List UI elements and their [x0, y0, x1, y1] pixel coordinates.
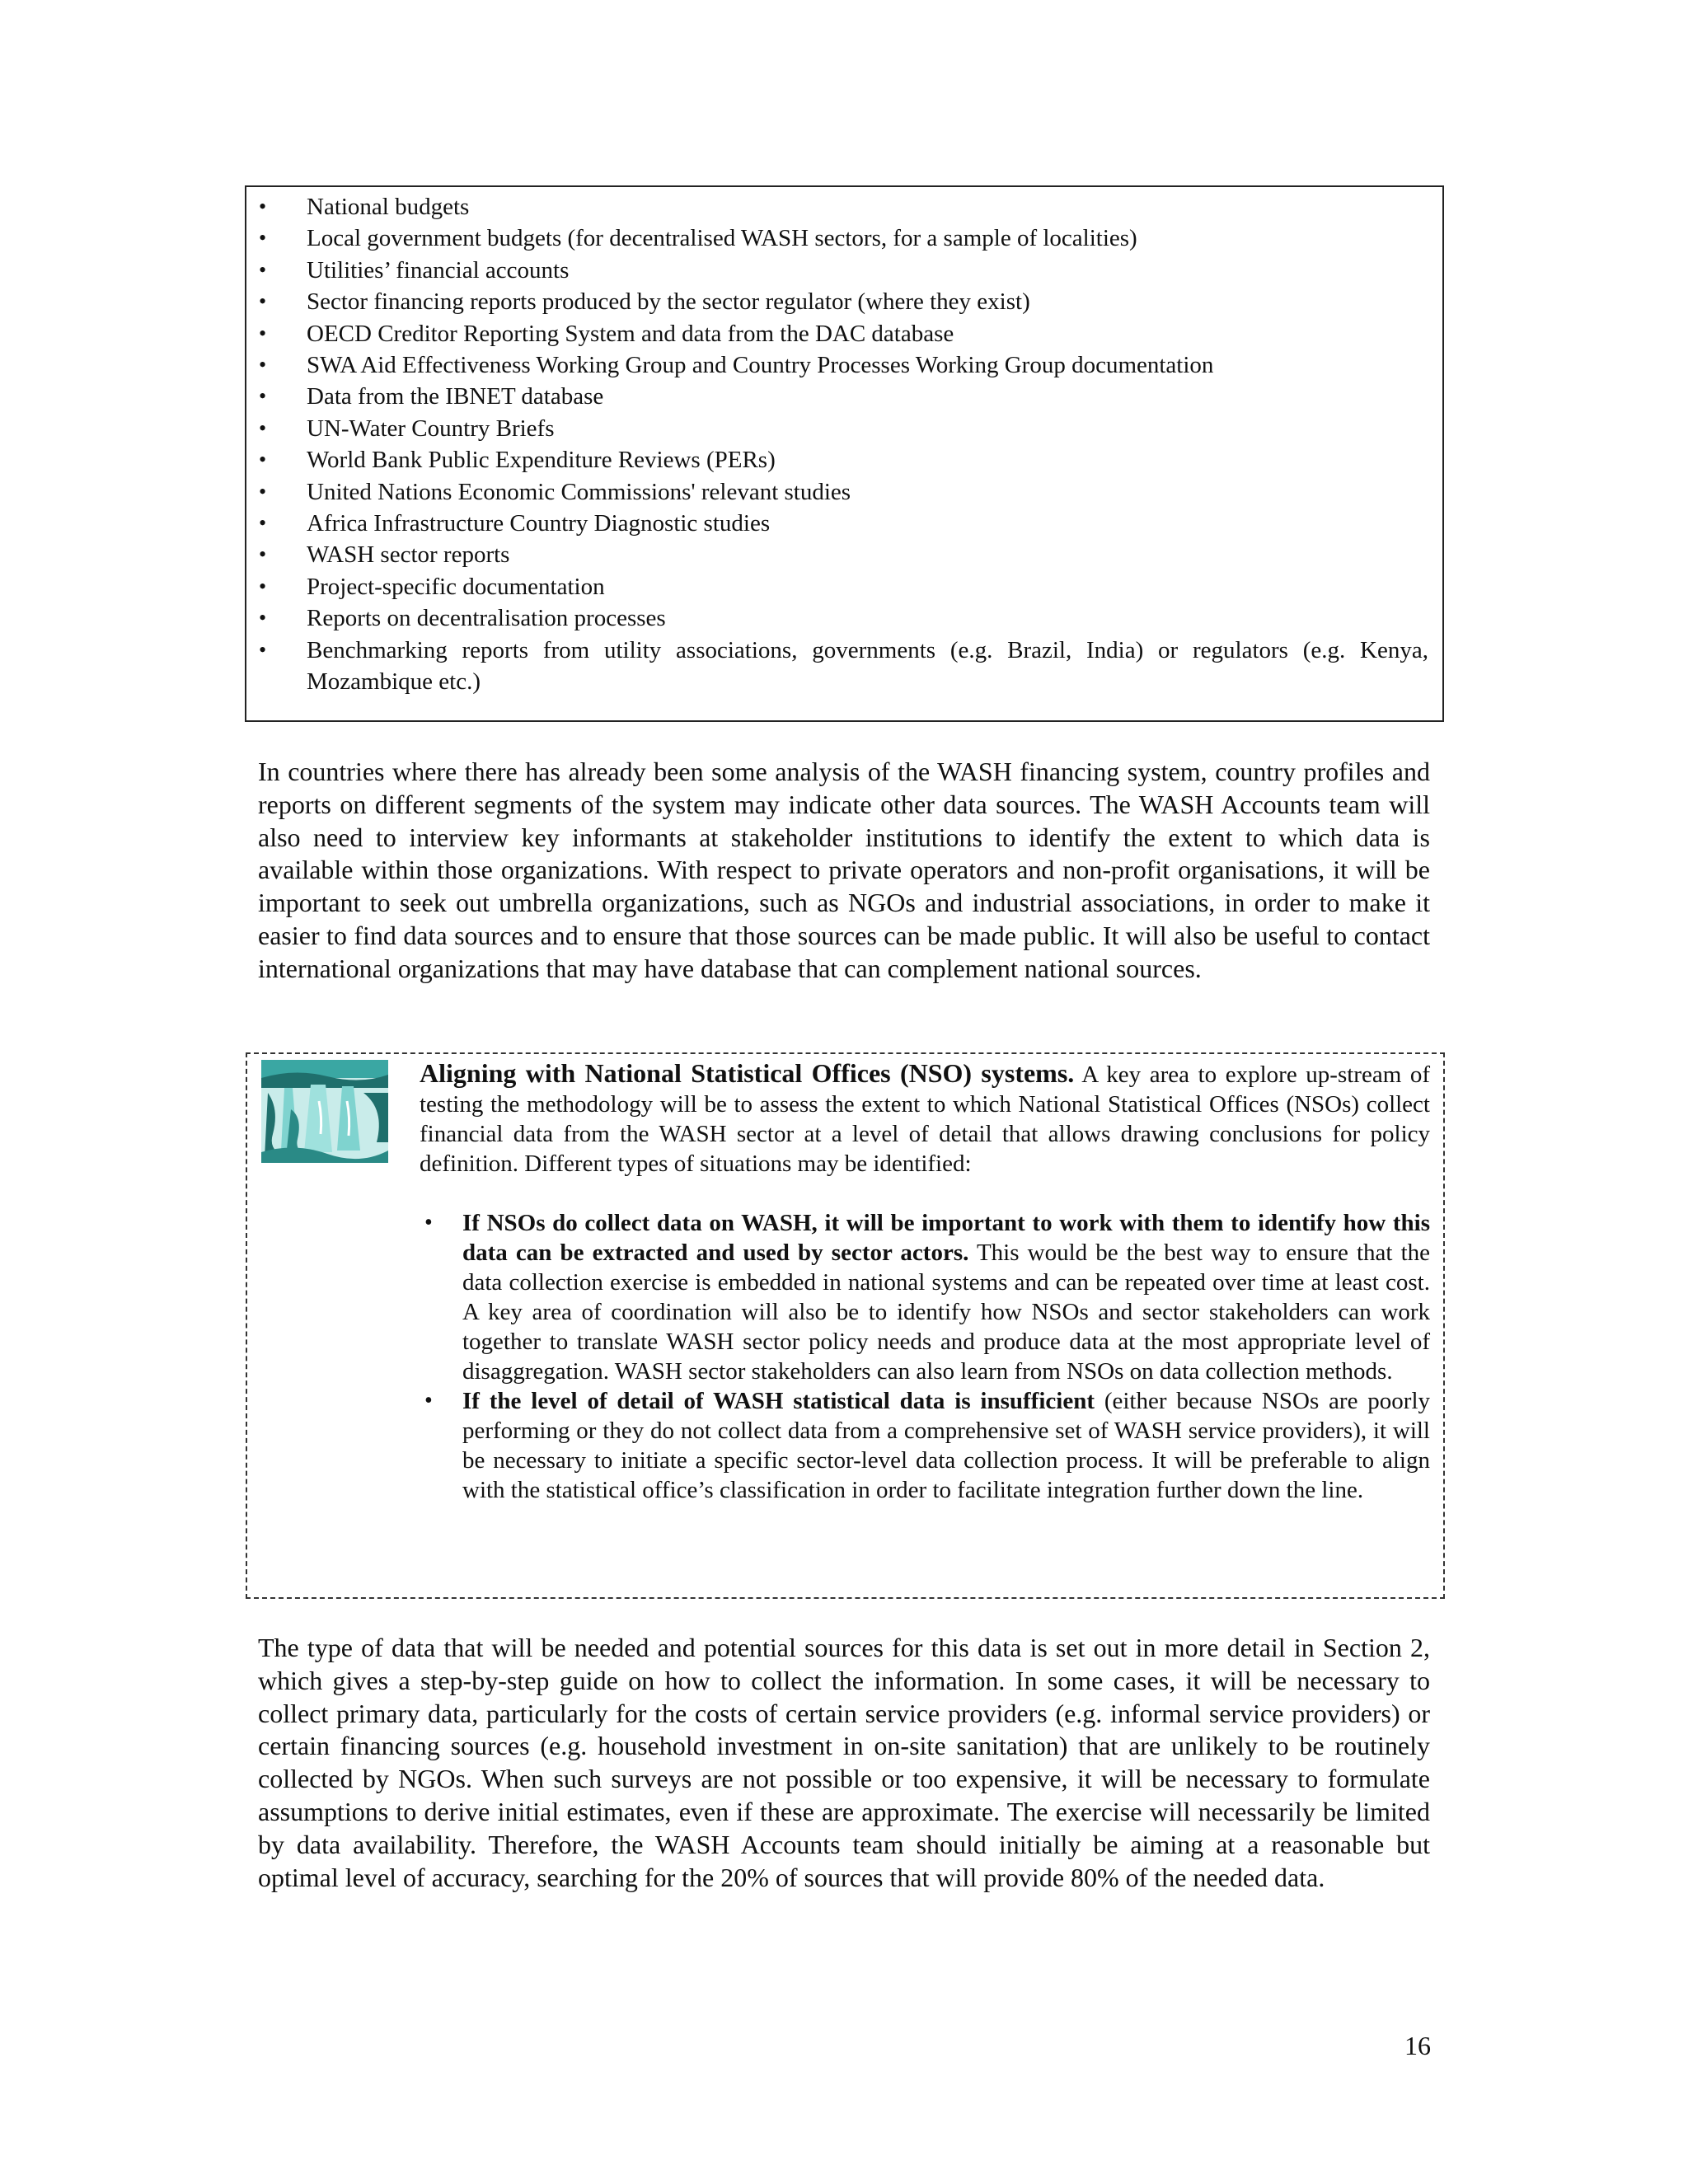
list-item: • Utilities’ financial accounts	[246, 255, 1442, 286]
callout-title: Aligning with National Statistical Offices (NSO) systems.	[420, 1058, 1075, 1088]
list-item: • Reports on decentralisation processes	[246, 602, 1442, 634]
bullet-lead: If NSOs do collect data on WASH, it will be important to work with them to identify how this data can be extracted and used by sector actors.	[462, 1210, 1430, 1266]
bullet-text: This would be the best way to ensure that the data collection exercise is embedded in national systems and can be repeated over time at least cost. A key area of coordination will also be to identify how NSOs and sector stakeholders can work together to translate WASH sector policy needs and produce data at the most appropriate level of disaggregation. WASH sector stakeholders can also learn from NSOs on data collection methods.	[462, 1240, 1430, 1385]
callout-bullet-list	[420, 1208, 1430, 1505]
list-item: • Africa Infrastructure Country Diagnostic studies	[246, 508, 1442, 539]
body-paragraph-data-sources: In countries where there has already been some analysis of the WASH financing system, country profiles and reports on different segments of the system may indicate other data sources. The WASH Accounts team will also need to interview key informants at stakeholder institutions to identify the extent to which data is available within those organizations. With respect to private operators and non-profit organisations, it will be important to seek out umbrella organizations, such as NGOs and industrial associations, in order to make it easier to find data sources and to ensure that those sources can be made public. It will also be useful to contact international organizations that may have database that can complement national sources.	[258, 757, 1430, 983]
callout-text	[420, 1058, 1430, 1505]
data-sources-box	[245, 185, 1444, 722]
list-item: • Local government budgets (for decentralised WASH sectors, for a sample of localities)	[246, 223, 1442, 254]
list-item: • Project-specific documentation	[246, 571, 1442, 602]
list-item: • World Bank Public Expenditure Reviews (PERs)	[246, 444, 1442, 476]
nso-callout-box	[246, 1052, 1445, 1599]
waterfall-clipart-icon	[261, 1060, 388, 1163]
list-item: • United Nations Economic Commissions' relevant studies	[246, 476, 1442, 508]
list-item: • WASH sector reports	[246, 539, 1442, 570]
list-item: • UN-Water Country Briefs	[246, 413, 1442, 444]
bullet-text: (either because NSOs are poorly performing or they do not collect data from a comprehensive set of WASH service providers), it will be necessary to initiate a specific sector-level data collection process. It will be preferable to align with the statistical office’s classification in order to facilitate integration further down the line.	[462, 1388, 1430, 1503]
list-item: • Sector financing reports produced by the sector regulator (where they exist)	[246, 286, 1442, 317]
bullet-lead: If the level of detail of WASH statistical data is insufficient	[462, 1388, 1095, 1414]
callout-intro-paragraph	[420, 1058, 1430, 1179]
body-paragraph-data-needs: The type of data that will be needed and potential sources for this data is set out in more detail in Section 2, which gives a step-by-step guide on how to collect the information. In some cases, it will be necessary to collect primary data, particularly for the costs of certain service providers (e.g. informal service providers) or certain financing sources (e.g. household investment in on-site sanitation) that are unlikely to be routinely collected by NGOs. When such surveys are not possible or too expensive, it will be necessary to formulate assumptions to derive initial estimates, even if these are approximate. The exercise will necessarily be limited by data availability. Therefore, the WASH Accounts team should initially be aiming at a reasonable but optimal level of accuracy, searching for the 20% of sources that will provide 80% of the needed data.	[258, 1633, 1430, 1892]
list-item	[420, 1386, 1430, 1505]
list-item: • National budgets	[246, 191, 1442, 223]
list-item	[420, 1208, 1430, 1386]
list-item: • SWA Aid Effectiveness Working Group and Country Processes Working Group documentation	[246, 349, 1442, 381]
list-item: • Data from the IBNET database	[246, 381, 1442, 412]
list-item: • OECD Creditor Reporting System and data from the DAC database	[246, 318, 1442, 349]
callout-intro-text: A key area to explore up-stream of testing the methodology will be to assess the extent to which National Statistical Offices (NSOs) collect financial data from the WASH sector at a level of detail that allows drawing conclusions for policy definition. Different types of situations may be identified:	[420, 1062, 1431, 1177]
page-number: 16	[1404, 2031, 1431, 2060]
data-sources-list	[246, 191, 1442, 698]
list-item: • Benchmarking reports from utility associations, governments (e.g. Brazil, India) or regulators (e.g. Kenya, Mozambique etc.)	[246, 635, 1442, 698]
